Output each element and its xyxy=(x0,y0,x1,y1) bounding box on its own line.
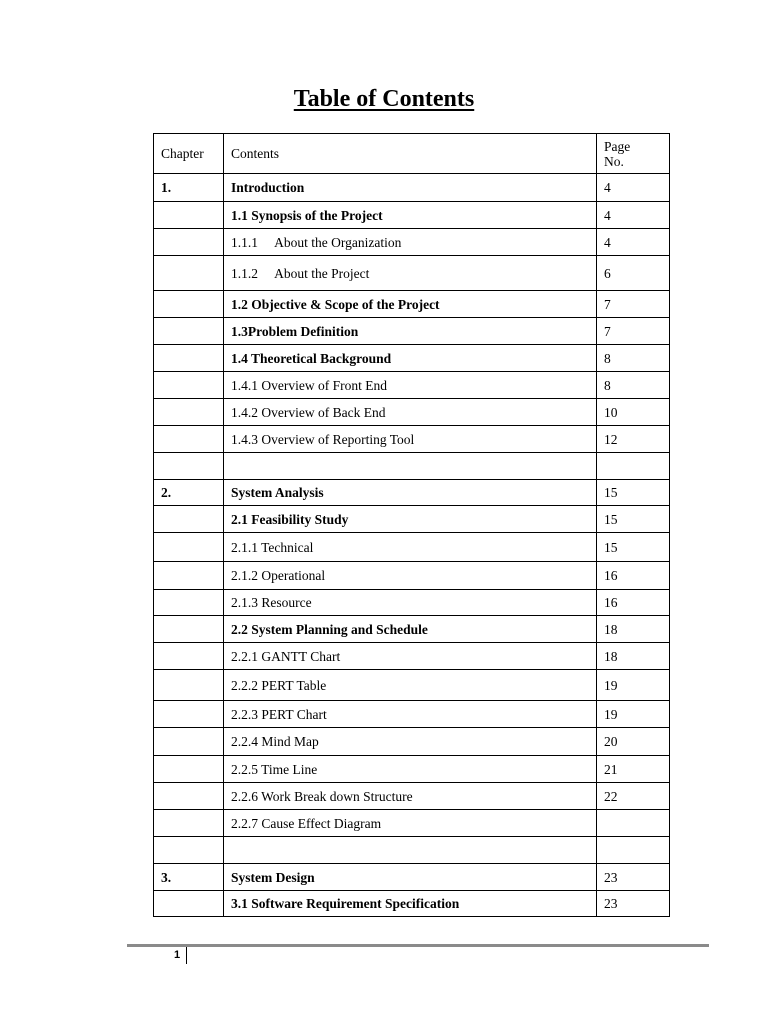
toc-chapter-cell xyxy=(154,291,224,318)
toc-chapter-cell: 1. xyxy=(154,174,224,202)
toc-contents-cell: 1.3Problem Definition xyxy=(224,318,597,345)
toc-contents-cell: 2.2.2 PERT Table xyxy=(224,670,597,701)
toc-contents-cell: System Design xyxy=(224,864,597,891)
footer-separator xyxy=(186,947,187,964)
toc-chapter-cell xyxy=(154,533,224,562)
toc-contents-cell: 2.2.1 GANTT Chart xyxy=(224,643,597,670)
toc-row xyxy=(154,590,670,616)
toc-contents-cell: 3.1 Software Requirement Specification xyxy=(224,891,597,917)
toc-chapter-cell xyxy=(154,202,224,229)
toc-row xyxy=(154,616,670,643)
toc-page-cell: 4 xyxy=(597,229,670,256)
toc-page-cell: 18 xyxy=(597,643,670,670)
toc-row xyxy=(154,864,670,891)
toc-contents-cell: 2.1.2 Operational xyxy=(224,562,597,590)
toc-chapter-cell xyxy=(154,728,224,756)
toc-page-cell: 23 xyxy=(597,864,670,891)
toc-page-cell: 16 xyxy=(597,590,670,616)
toc-page-cell: 15 xyxy=(597,533,670,562)
header-chapter: Chapter xyxy=(154,134,224,174)
toc-contents-cell: System Analysis xyxy=(224,480,597,506)
header-page-line1: Page xyxy=(604,138,631,154)
toc-row xyxy=(154,670,670,701)
toc-chapter-cell xyxy=(154,426,224,453)
toc-page-cell: 8 xyxy=(597,345,670,372)
toc-row xyxy=(154,399,670,426)
toc-page-cell xyxy=(597,453,670,480)
toc-contents-cell: 2.2 System Planning and Schedule xyxy=(224,616,597,643)
toc-page-cell: 4 xyxy=(597,202,670,229)
toc-row xyxy=(154,533,670,562)
toc-row xyxy=(154,291,670,318)
toc-page-cell: 4 xyxy=(597,174,670,202)
toc-contents-cell: 2.2.5 Time Line xyxy=(224,756,597,783)
toc-page-cell: 7 xyxy=(597,291,670,318)
toc-chapter-cell xyxy=(154,506,224,533)
toc-chapter-cell: 3. xyxy=(154,864,224,891)
toc-contents-cell: 2.1 Feasibility Study xyxy=(224,506,597,533)
toc-contents-cell: 1.2 Objective & Scope of the Project xyxy=(224,291,597,318)
header-page-line2: No. xyxy=(604,153,624,169)
toc-page-cell: 19 xyxy=(597,670,670,701)
toc-page-cell: 15 xyxy=(597,480,670,506)
toc-contents-cell: 1.4 Theoretical Background xyxy=(224,345,597,372)
toc-chapter-cell xyxy=(154,256,224,291)
header-page-no xyxy=(597,134,670,174)
toc-contents-cell xyxy=(224,837,597,864)
toc-contents-cell: Introduction xyxy=(224,174,597,202)
toc-chapter-cell xyxy=(154,810,224,837)
toc-chapter-cell xyxy=(154,701,224,728)
toc-chapter-cell xyxy=(154,643,224,670)
toc-chapter-cell xyxy=(154,345,224,372)
toc-row xyxy=(154,174,670,202)
toc-contents-cell: 1.1.1 About the Organization xyxy=(224,229,597,256)
toc-row xyxy=(154,562,670,590)
toc-row xyxy=(154,728,670,756)
toc-page-cell xyxy=(597,810,670,837)
toc-page-cell: 21 xyxy=(597,756,670,783)
toc-row xyxy=(154,318,670,345)
toc-page-cell: 19 xyxy=(597,701,670,728)
toc-page-cell: 7 xyxy=(597,318,670,345)
toc-chapter-cell xyxy=(154,372,224,399)
toc-chapter-cell xyxy=(154,756,224,783)
toc-chapter-cell xyxy=(154,453,224,480)
toc-row xyxy=(154,345,670,372)
toc-page-cell: 6 xyxy=(597,256,670,291)
toc-row xyxy=(154,372,670,399)
toc-page-cell: 16 xyxy=(597,562,670,590)
toc-row xyxy=(154,480,670,506)
toc-contents-cell: 1.4.2 Overview of Back End xyxy=(224,399,597,426)
toc-table xyxy=(153,133,670,917)
toc-row xyxy=(154,837,670,864)
toc-contents-cell: 2.2.6 Work Break down Structure xyxy=(224,783,597,810)
toc-chapter-cell xyxy=(154,837,224,864)
toc-chapter-cell xyxy=(154,590,224,616)
toc-row xyxy=(154,701,670,728)
toc-contents-cell: 1.1 Synopsis of the Project xyxy=(224,202,597,229)
toc-page-cell xyxy=(597,837,670,864)
toc-header-row xyxy=(154,134,670,174)
toc-chapter-cell: 2. xyxy=(154,480,224,506)
toc-contents-cell xyxy=(224,453,597,480)
toc-row xyxy=(154,426,670,453)
toc-page-cell: 10 xyxy=(597,399,670,426)
toc-row xyxy=(154,229,670,256)
toc-chapter-cell xyxy=(154,670,224,701)
toc-row xyxy=(154,643,670,670)
toc-contents-cell: 1.4.3 Overview of Reporting Tool xyxy=(224,426,597,453)
toc-row xyxy=(154,506,670,533)
toc-page-cell: 20 xyxy=(597,728,670,756)
toc-contents-cell: 2.2.4 Mind Map xyxy=(224,728,597,756)
footer-page-number: 1 xyxy=(174,949,181,961)
toc-chapter-cell xyxy=(154,783,224,810)
toc-chapter-cell xyxy=(154,318,224,345)
toc-contents-cell: 2.2.3 PERT Chart xyxy=(224,701,597,728)
page-title: Table of Contents xyxy=(293,86,475,112)
toc-chapter-cell xyxy=(154,399,224,426)
toc-contents-cell: 2.1.3 Resource xyxy=(224,590,597,616)
toc-chapter-cell xyxy=(154,891,224,917)
toc-row xyxy=(154,783,670,810)
header-contents: Contents xyxy=(224,134,597,174)
toc-page-cell: 23 xyxy=(597,891,670,917)
toc-row xyxy=(154,202,670,229)
toc-page-cell: 18 xyxy=(597,616,670,643)
toc-row xyxy=(154,810,670,837)
toc-row xyxy=(154,891,670,917)
toc-contents-cell: 1.1.2 About the Project xyxy=(224,256,597,291)
footer-rule xyxy=(127,944,709,947)
toc-chapter-cell xyxy=(154,616,224,643)
toc-page-cell: 12 xyxy=(597,426,670,453)
toc-row xyxy=(154,756,670,783)
toc-contents-cell: 2.2.7 Cause Effect Diagram xyxy=(224,810,597,837)
toc-chapter-cell xyxy=(154,562,224,590)
toc-page-cell: 22 xyxy=(597,783,670,810)
toc-contents-cell: 1.4.1 Overview of Front End xyxy=(224,372,597,399)
toc-page-cell: 8 xyxy=(597,372,670,399)
toc-body xyxy=(154,134,670,917)
toc-contents-cell: 2.1.1 Technical xyxy=(224,533,597,562)
toc-page-cell: 15 xyxy=(597,506,670,533)
toc-chapter-cell xyxy=(154,229,224,256)
toc-row xyxy=(154,256,670,291)
toc-row xyxy=(154,453,670,480)
